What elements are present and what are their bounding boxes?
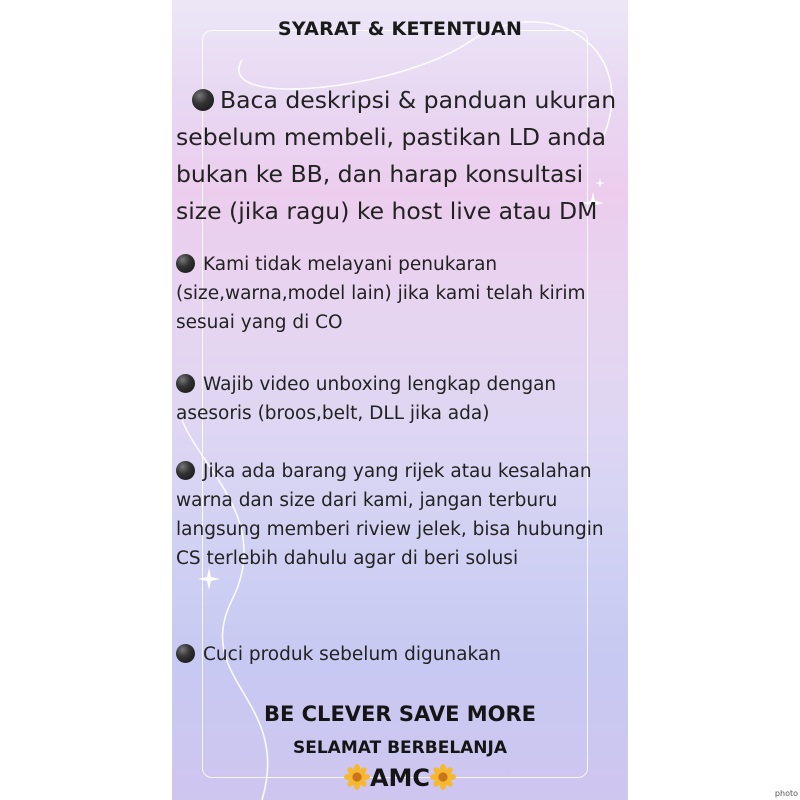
list-item-text: Kami tidak melayani penukaran (size,warna,model lain) jika kami telah kirim sesuai yang di CO bbox=[176, 254, 586, 333]
black-circle-icon bbox=[176, 461, 195, 480]
list-item bbox=[176, 370, 626, 428]
sunflower-icon bbox=[430, 764, 456, 790]
page-title: SYARAT & KETENTUAN bbox=[277, 18, 523, 40]
black-circle-icon bbox=[176, 374, 195, 393]
sunflower-icon bbox=[344, 764, 370, 790]
list-item-text: Baca deskripsi & panduan ukuran sebelum membeli, pastikan LD anda bukan ke BB, dan harap konsultasi size (jika ragu) ke host live atau DM bbox=[176, 86, 617, 225]
list-item-text: Wajib video unboxing lengkap dengan asesoris (broos,belt, DLL jika ada) bbox=[176, 374, 557, 424]
black-circle-icon bbox=[192, 89, 214, 111]
black-circle-icon bbox=[176, 254, 195, 273]
list-item-text: Cuci produk sebelum digunakan bbox=[203, 644, 501, 665]
list-item-text: Jika ada barang yang rijek atau kesalahan warna dan size dari kami, jangan terburu langsung memberi riview jelek, bisa hubungin CS terlebih dahulu agar di beri solusi bbox=[176, 461, 604, 569]
greeting: SELAMAT BERBELANJA bbox=[292, 738, 508, 758]
watermark: photo bbox=[774, 789, 798, 798]
brand-name: AMC bbox=[369, 764, 431, 792]
list-item bbox=[176, 82, 626, 230]
brand-line bbox=[172, 764, 628, 792]
slogan: BE CLEVER SAVE MORE bbox=[263, 702, 536, 726]
list-item bbox=[176, 640, 626, 669]
list-item bbox=[176, 250, 626, 337]
black-circle-icon bbox=[176, 644, 195, 663]
list-item bbox=[176, 457, 626, 573]
terms-poster bbox=[172, 0, 628, 800]
